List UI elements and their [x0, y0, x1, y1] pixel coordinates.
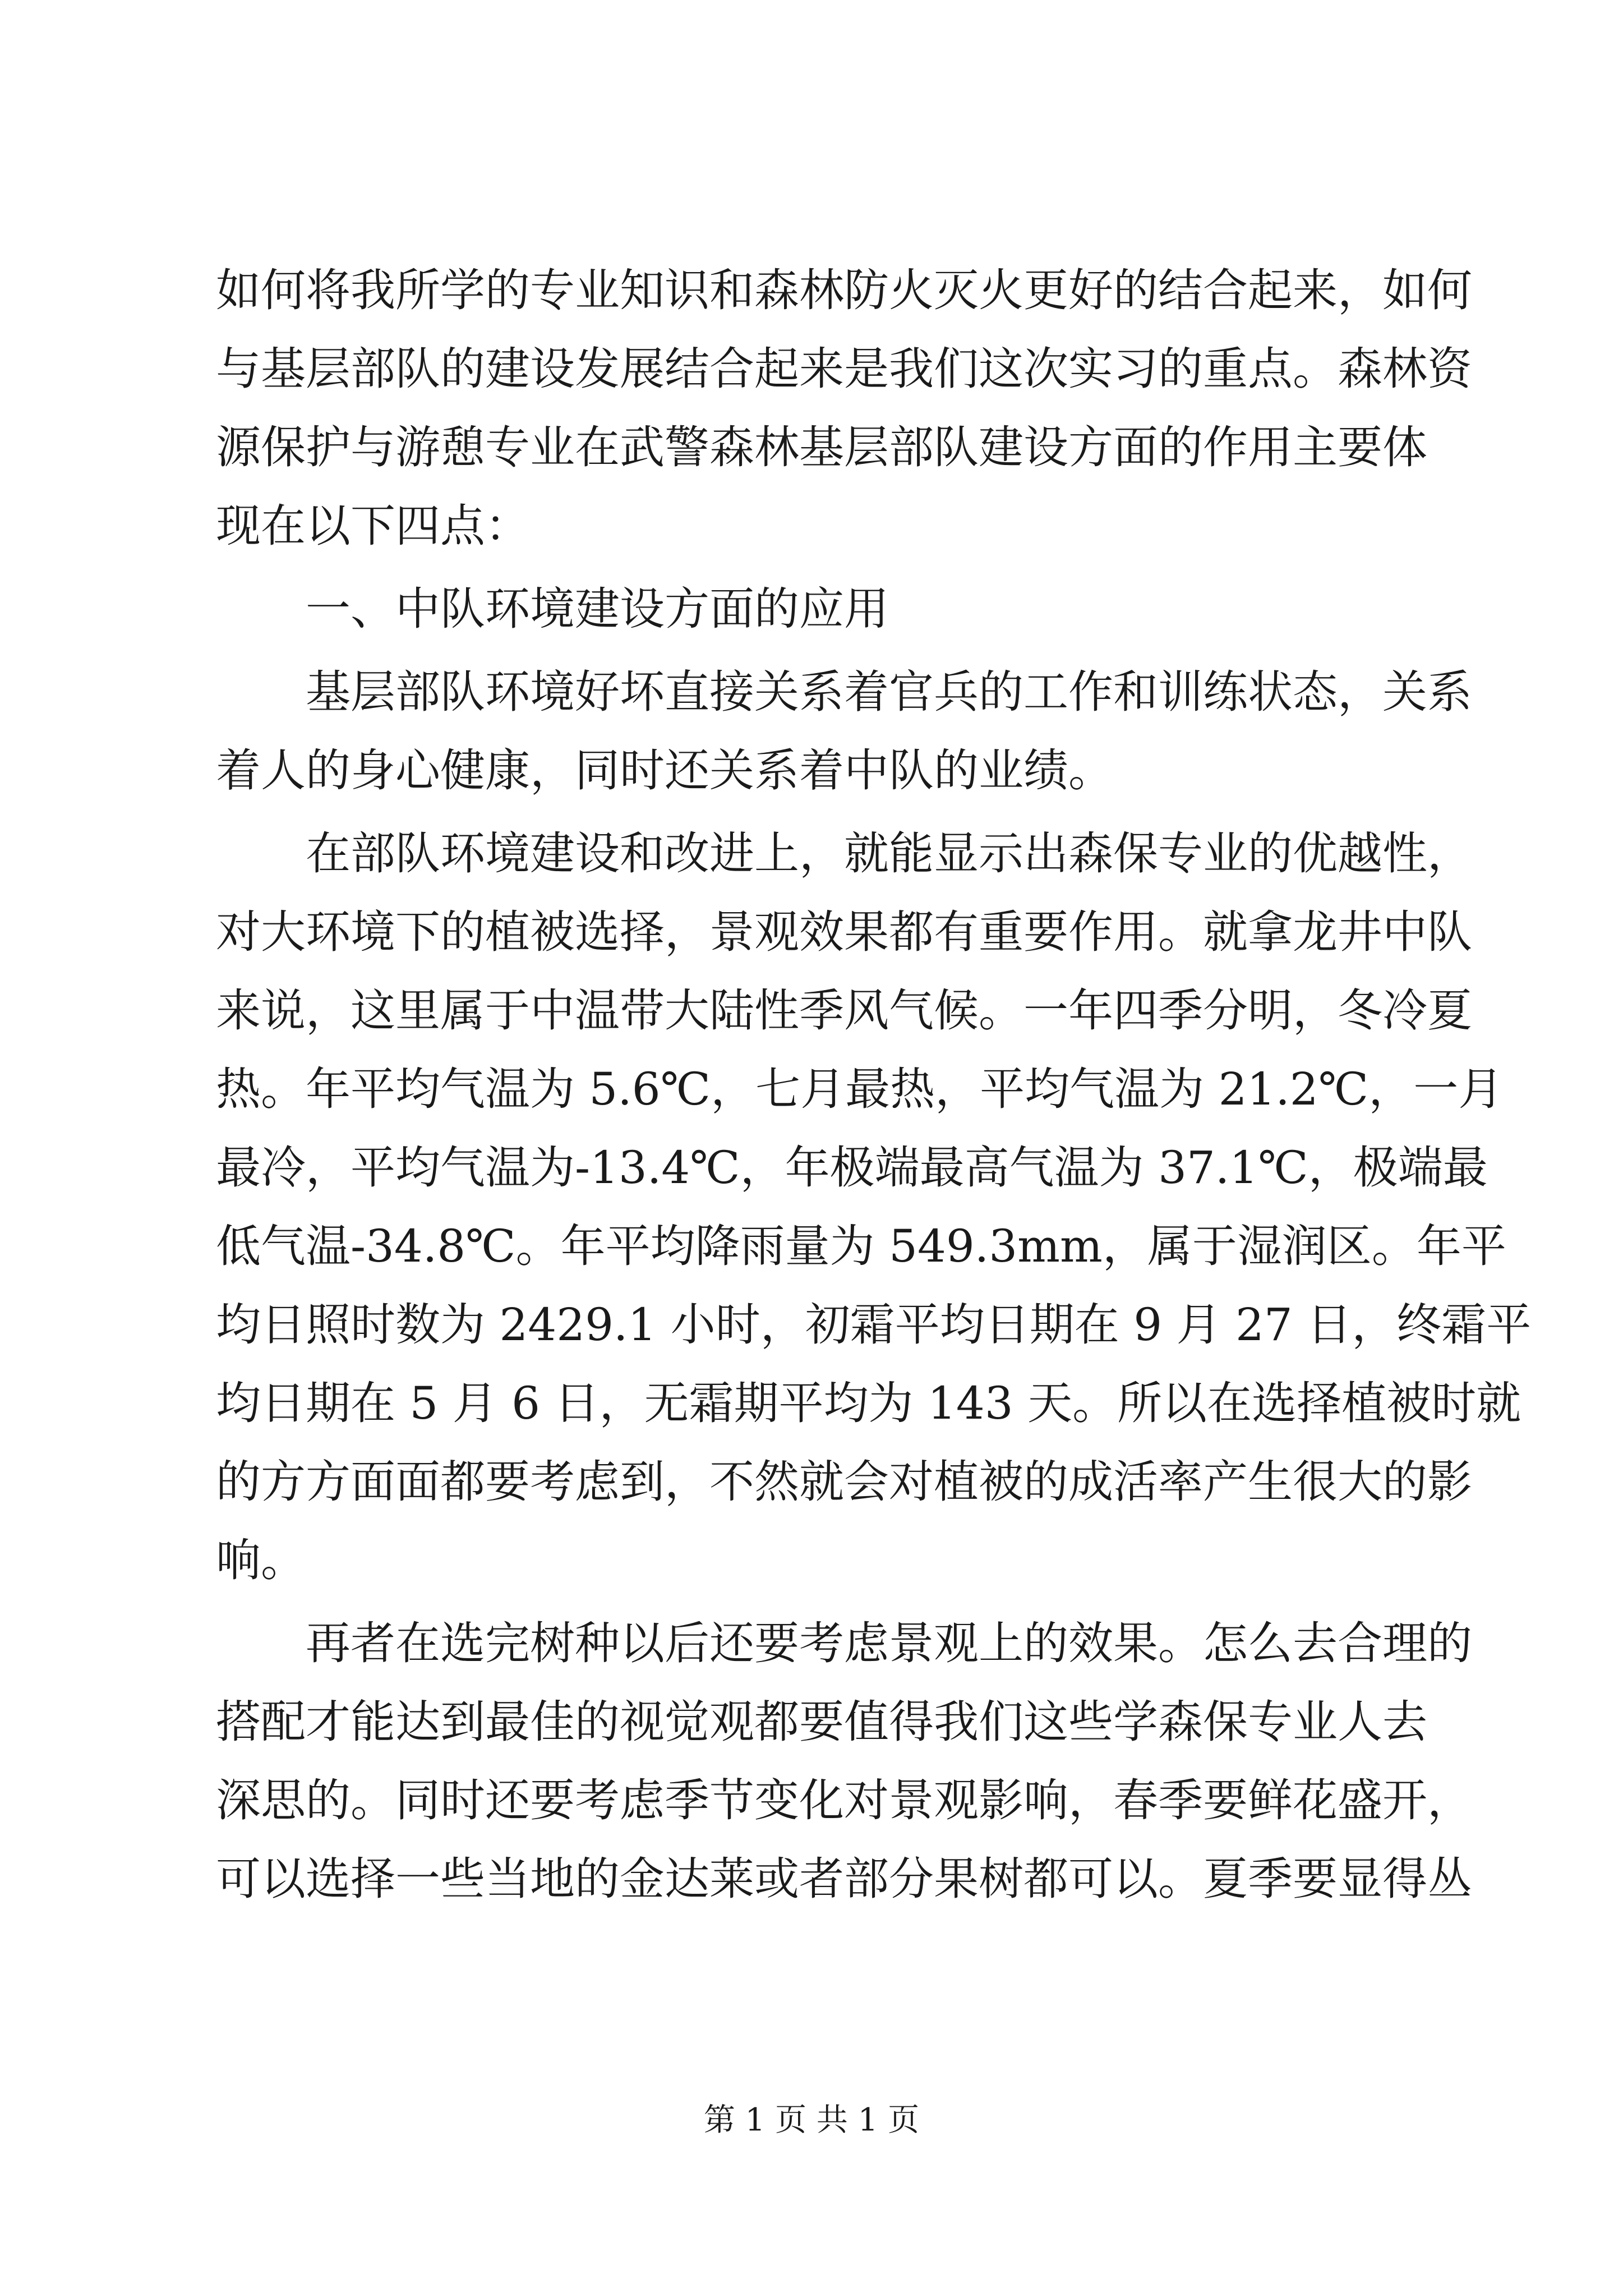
text-line: 响。 — [216, 1534, 306, 1586]
text-line: 搭配才能达到最佳的视觉观都要值得我们这些学森保专业人去 — [216, 1696, 1427, 1748]
page-number-label: 第 1 页 共 1 页 — [703, 2102, 920, 2138]
text-line: 热。年平均气温为 5.6℃，七月最热，平均气温为 21.2℃，一月 — [216, 1063, 1504, 1115]
text-line: 对大环境下的植被选择，景观效果都有重要作用。就拿龙井中队 — [216, 906, 1472, 958]
text-line: 如何将我所学的专业知识和森林防火灭火更好的结合起来，如何 — [216, 264, 1472, 316]
text-line: 最冷，平均气温为-13.4℃，年极端最高气温为 37.1℃，极端最 — [216, 1142, 1488, 1194]
text-line: 基层部队环境好坏直接关系着官兵的工作和训练状态，关系 — [306, 666, 1472, 718]
text-line: 与基层部队的建设发展结合起来是我们这次实习的重点。森林资 — [216, 343, 1472, 395]
text-line: 均日期在 5 月 6 日，无霜期平均为 143 天。所以在选择植被时就 — [216, 1377, 1521, 1429]
page-footer — [0, 2098, 1623, 2143]
text-line: 再者在选完树种以后还要考虑景观上的效果。怎么去合理的 — [306, 1617, 1472, 1669]
text-line: 均日照时数为 2429.1 小时，初霜平均日期在 9 月 27 日，终霜平 — [216, 1299, 1532, 1351]
text-line: 来说，这里属于中温带大陆性季风气候。一年四季分明，冬冷夏 — [216, 984, 1472, 1037]
text-line: 深思的。同时还要考虑季节变化对景观影响，春季要鲜花盛开， — [216, 1774, 1472, 1826]
section-heading: 一、中队环境建设方面的应用 — [306, 583, 889, 635]
text-line: 着人的身心健康，同时还关系着中队的业绩。 — [216, 744, 1113, 797]
text-line: 的方方面面都要考虑到，不然就会对植被的成活率产生很大的影 — [216, 1456, 1472, 1508]
text-line: 在部队环境建设和改进上，就能显示出森保专业的优越性， — [306, 827, 1472, 880]
text-line: 现在以下四点： — [216, 500, 530, 552]
text-line: 可以选择一些当地的金达莱或者部分果树都可以。夏季要显得丛 — [216, 1853, 1472, 1905]
text-line: 低气温-34.8℃。年平均降雨量为 549.3mm，属于湿润区。年平 — [216, 1220, 1506, 1272]
body-text — [216, 251, 1532, 1918]
text-line: 源保护与游憩专业在武警森林基层部队建设方面的作用主要体 — [216, 421, 1427, 473]
